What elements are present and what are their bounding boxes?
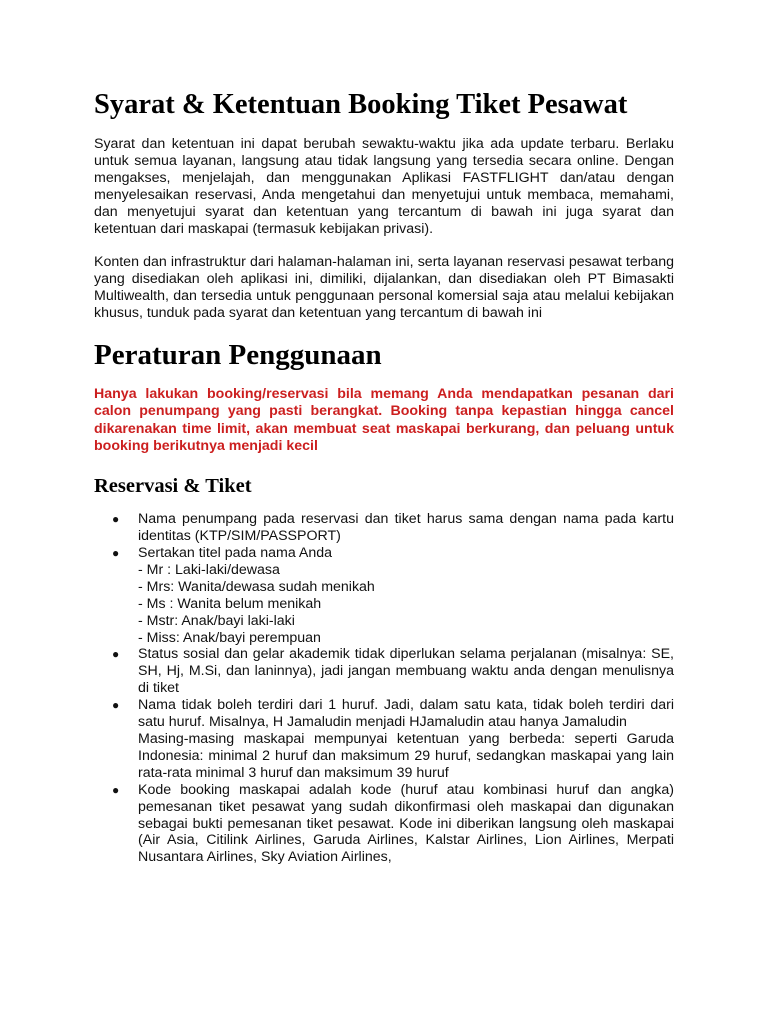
bullet-dot-icon: ●	[112, 782, 120, 797]
bullet-list	[94, 511, 674, 866]
bullet-subline: - Mrs: Wanita/dewasa sudah menikah	[138, 578, 375, 595]
bullet-item	[94, 697, 674, 782]
bullet-subline: - Mstr: Anak/bayi laki-laki	[138, 612, 295, 629]
bullet-dot-icon: ●	[112, 512, 120, 527]
bullet-item	[94, 511, 674, 545]
bullet-dot-icon: ●	[112, 546, 120, 560]
bullet-text: Status sosial dan gelar akademik tidak diperlukan selama perjalanan (misalnya: SE, SH, Hj, M.Si, dan laninnya), jadi jangan membuang waktu anda dengan menulisnya di tiket	[138, 646, 674, 697]
bullet-subline: - Miss: Anak/bayi perempuan	[138, 629, 321, 646]
warning-paragraph: Hanya lakukan booking/reservasi bila memang Anda mendapatkan pesanan dari calon penumpang yang pasti berangkat. Booking tanpa kepastian hingga cancel dikarenakan time limit, akan membuat seat maskapai berkurang, dan peluang untuk booking berikutnya menjadi kecil	[94, 386, 674, 454]
bullet-item	[94, 545, 674, 646]
bullet-item	[94, 646, 674, 697]
bullet-item	[94, 782, 674, 867]
bullet-text: Kode booking maskapai adalah kode (huruf atau kombinasi huruf dan angka) pemesanan tiket pesawat yang sudah dikonfirmasi oleh maskapai dan digunakan sebagai bukti pemesanan tiket pesawat. Kode ini diberikan langsung oleh maskapai (Air Asia, Citilink Airlines, Garuda Airlines, Kalstar Airlines, Lion Airlines, Merpati Nusantara Airlines, Sky Aviation Airlines,	[138, 781, 674, 866]
page-title: Syarat & Ketentuan Booking Tiket Pesawat	[94, 89, 628, 120]
subsection-heading: Reservasi & Tiket	[94, 475, 252, 498]
bullet-text: Nama tidak boleh terdiri dari 1 huruf. Jadi, dalam satu kata, tidak boleh terdiri dari satu huruf. Misalnya, H Jamaludin menjadi HJamaludin atau hanya Jamaludin	[138, 697, 674, 731]
bullet-text: Sertakan titel pada nama Anda	[138, 545, 333, 561]
bullet-text: Nama penumpang pada reservasi dan tiket harus sama dengan nama pada kartu identitas (KTP/SIM/PASSPORT)	[138, 511, 674, 545]
bullet-dot-icon: ●	[112, 698, 120, 713]
intro-paragraph-1: Syarat dan ketentuan ini dapat berubah sewaktu-waktu jika ada update terbaru. Berlaku untuk semua layanan, langsung atau tidak langsung yang tersedia secara online. Dengan mengakses, menjelajah, dan menggunakan Aplikasi FASTFLIGHT dan/atau dengan menyelesaikan reservasi, Anda mengetahui dan menyetujui untuk membaca, memahami, dan menyetujui syarat dan ketentuan yang tercantum di bawah ini juga syarat dan ketentuan dari maskapai (termasuk kebijakan privasi).	[94, 136, 674, 237]
bullet-subline: Masing-masing maskapai mempunyai ketentuan yang berbeda: seperti Garuda Indonesia: minimal 2 huruf dan maksimum 29 huruf, sedangkan maskapai yang lain rata-rata minimal 3 huruf dan maksimum 39 huruf	[138, 730, 674, 781]
section-heading: Peraturan Penggunaan	[94, 339, 382, 371]
bullet-subline: - Mr : Laki-laki/dewasa	[138, 561, 280, 578]
intro-paragraph-2: Konten dan infrastruktur dari halaman-halaman ini, serta layanan reservasi pesawat terbang yang disediakan oleh aplikasi ini, dimiliki, dijalankan, dan disediakan oleh PT Bimasakti Multiwealth, dan tersedia untuk penggunaan personal komersial saja atau melalui kebijakan khusus, tunduk pada syarat dan ketentuan yang tercantum di bawah ini	[94, 254, 674, 321]
bullet-dot-icon: ●	[112, 647, 120, 662]
bullet-subline: - Ms : Wanita belum menikah	[138, 595, 322, 612]
